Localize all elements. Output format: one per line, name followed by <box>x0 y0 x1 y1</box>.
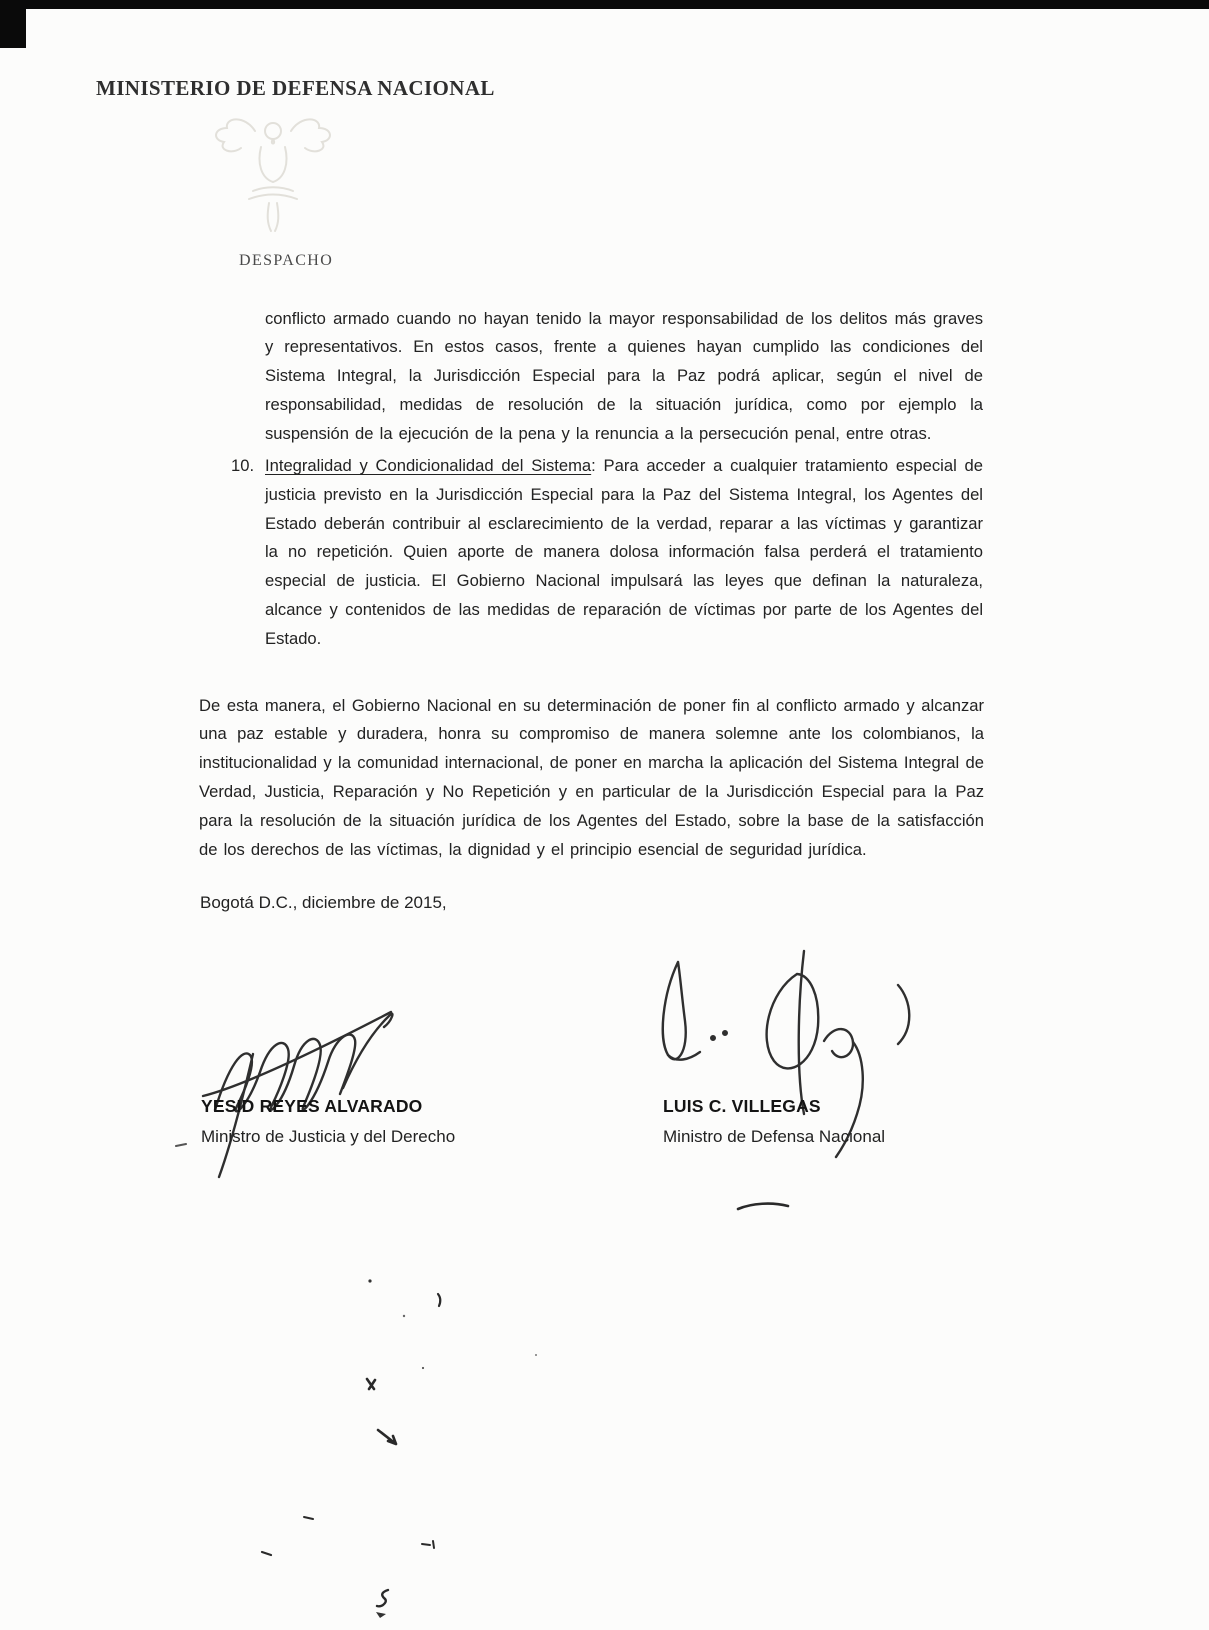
dateline: Bogotá D.C., diciembre de 2015, <box>200 893 447 912</box>
signatory-name-right: LUIS C. VILLEGAS <box>663 1096 821 1116</box>
item-10-heading: Integralidad y Condicionalidad del Sistema <box>265 456 592 475</box>
signatory-title-left: Ministro de Justicia y del Derecho <box>201 1127 456 1146</box>
office-label: DESPACHO <box>239 252 334 269</box>
signatory-title-right: Ministro de Defensa Nacional <box>663 1127 886 1146</box>
item-10-body: Para acceder a cualquier tratamiento especial de justicia previsto en la Jurisdicción Especial para la Paz del Sistema Integral, los Agentes del Estado deberán contribuir al esclarecimiento de la verdad, reparar a las víctimas y garantizar la no repetición. Quien aporte de manera dolosa información falsa perderá el tratamiento especial de justicia. El Gobierno Nacional impulsará las leyes que definan la naturaleza, alcance y contenidos de las medidas de reparación de víctimas por parte de los Agentes del Estado. <box>265 456 983 648</box>
item-10-separator: : <box>591 456 596 475</box>
item-number: 10. <box>231 456 255 475</box>
signatory-name-left: YESID REYES ALVARADO <box>201 1096 423 1116</box>
closing-paragraph: De esta manera, el Gobierno Nacional en su determinación de poner fin al conflicto armado y alcanzar una paz estable y duradera, honra su compromiso de manera solemne ante los colombianos, la institucionalidad y la comunidad internacional, de poner en marcha la aplicación del Sistema Integral de Verdad, Justicia, Reparación y No Repetición y en particular de la Jurisdicción Especial para la Paz para la resolución de la situación jurídica de los Agentes del Estado, sobre la base de la satisfacción de los derechos de las víctimas, la dignidad y el principio esencial de seguridad jurídica. <box>199 695 984 859</box>
continuation-paragraph: conflicto armado cuando no hayan tenido la mayor responsabilidad de los delitos más graves y representativos. En estos casos, frente a quienes hayan cumplido las condiciones del Sistema Integral, la Jurisdicción Especial para la Paz podrá aplicar, según el nivel de responsabilidad, medidas de resolución de la situación jurídica, como por ejemplo la suspensión de la ejecución de la pena y la renuncia a la persecución penal, entre otras. <box>265 308 983 443</box>
ministry-header: MINISTERIO DE DEFENSA NACIONAL <box>96 76 495 100</box>
